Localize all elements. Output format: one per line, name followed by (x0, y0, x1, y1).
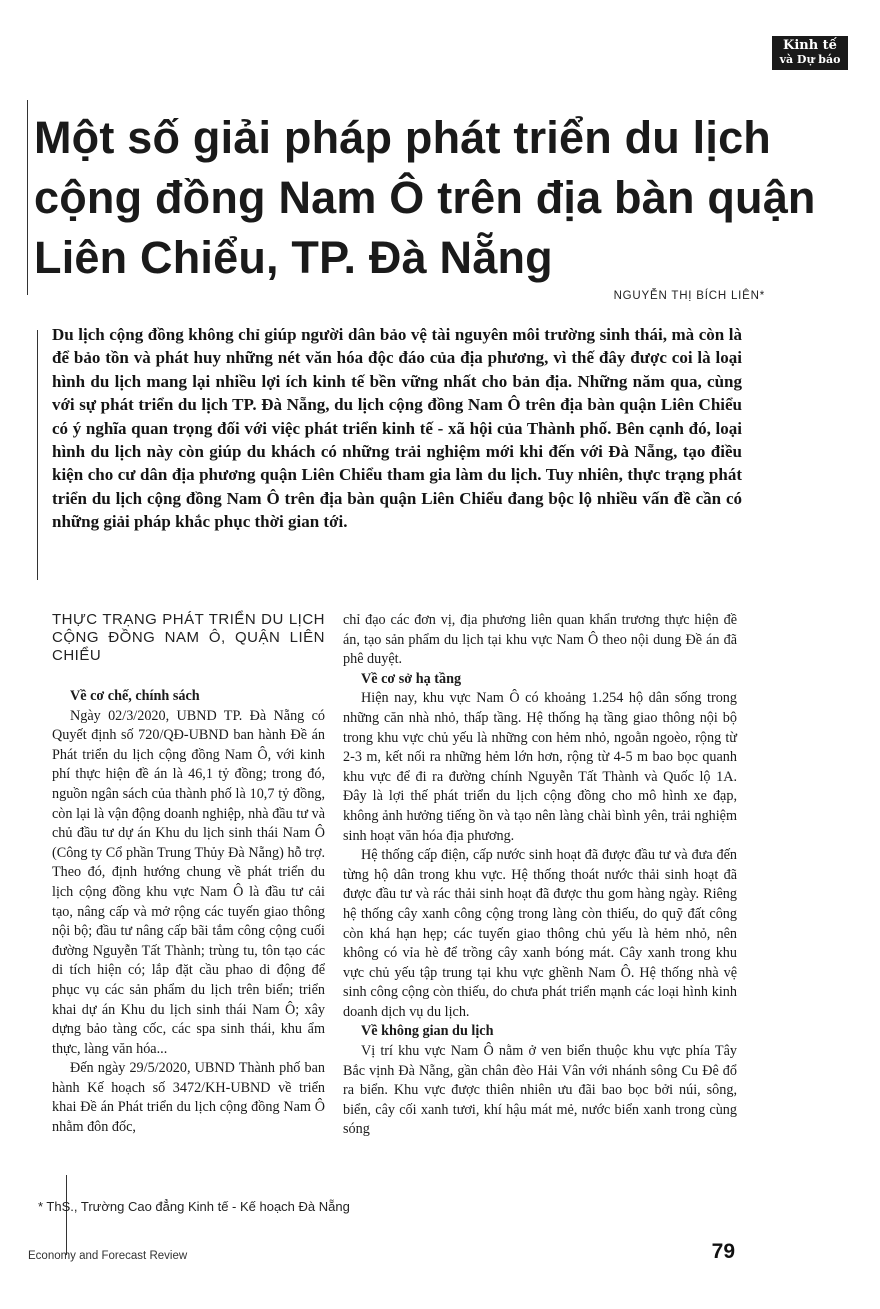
subheading-infrastructure: Về cơ sở hạ tầng (361, 670, 462, 687)
paragraph-policy-1: Ngày 02/3/2020, UBND TP. Đà Nẵng có Quyết định số 720/QĐ-UBND ban hành Đề án Phát triển du lịch cộng đồng Nam Ô, với kinh phí thực hiện đề án là 46,1 tỷ đồng; trong đó, nguồn ngân sách của thành phố là 10,7 tỷ đồng, còn lại là vận động doanh nghiệp, nhà đầu tư và chủ đầu tư dự án Khu du lịch sinh thái Nam Ô (Công ty Cổ phần Trung Thủy Đà Nẵng) hỗ trợ. Theo đó, định hướng chung về phát triển du lịch cộng đồng khu vực Nam Ô là đầu tư cải tạo, nâng cấp và mở rộng các tuyến giao thông nội bộ; đầu tư nâng cấp bãi tắm công cộng cuối đường Nguyễn Tất Thành; trùng tu, tôn tạo các di tích hiện có; lắp đặt cầu phao di động để phục vụ các sản phẩm du lịch trên biển; triển khai dự án Khu du lịch sinh thái Nam Ô; xây dựng bảo tàng cốc, các spa sinh thái, khu ẩm thực, làng văn hóa... (52, 707, 325, 1057)
paragraph-tourism-space: Vị trí khu vực Nam Ô nằm ở ven biển thuộc khu vực phía Tây Bắc vịnh Đà Nẵng, gần chân đèo Hải Vân với nhánh sông Cu Đê đổ ra biển. Khu vực được thiên nhiên ưu đãi bao bọc bởi núi, sông, biển, cây cối xanh tươi, khí hậu mát mẻ, nước biển xanh trong cùng sóng (343, 1043, 737, 1138)
lead-rule (37, 330, 38, 580)
paragraph-infrastructure-2: Hệ thống cấp điện, cấp nước sinh hoạt đã được đầu tư và đưa đến từng hộ dân trong khu vực. Hệ thống thoát nước thải sinh hoạt đã được đầu tư và rác thải sinh hoạt đã được thu gom hàng ngày. Riêng hệ thống cây xanh công cộng trong làng còn thiếu, do quỹ đất công còn khá hạn hẹp; các tuyến giao thông chủ yếu là hẻm nhỏ, nên không có vỉa hè để trồng cây xanh bóng mát. Cây xanh trong khu vực chủ yếu tập trung tại khu vực ghềnh Nam Ô. Hệ thống nhà vệ sinh công cộng còn thiếu, do chưa phát triển mạnh các loại hình kinh doanh dịch vụ du lịch. (343, 847, 737, 1020)
paragraph-infrastructure-1: Hiện nay, khu vực Nam Ô có khoảng 1.254 hộ dân sống trong những căn nhà nhỏ, thấp tầng. Hệ thống hạ tầng giao thông nội bộ trong khu vực chủ yếu là những con hẻm nhỏ, ngoằn ngoèo, rộng từ 2-3 m, kết nối ra những hẻm lớn hơn, rộng từ 4-5 m bao bọc quanh khu vực để đi ra đường chính Nguyễn Tất Thành và Quốc lộ 1A. Đây là lợi thế phát triển du lịch cộng đồng cho mô hình xe đạp, không ảnh hưởng tiếng ồn và tạo nên làng chài bình yên, trải nghiệm sinh hoạt văn hóa địa phương. (343, 690, 737, 844)
journal-logo (772, 36, 848, 70)
footnote: * ThS., Trường Cao đẳng Kinh tế - Kế hoạch Đà Nẵng (38, 1199, 350, 1214)
journal-name: Economy and Forecast Review (28, 1250, 188, 1262)
subheading-tourism-space: Về không gian du lịch (361, 1023, 494, 1040)
logo-line-2: và Dự báo (779, 53, 841, 66)
lead-paragraph: Du lịch cộng đồng không chỉ giúp người dân bảo vệ tài nguyên môi trường sinh thái, mà còn là để bảo tồn và phát huy những nét văn hóa độc đáo của địa phương, vì thế đây được coi là loại hình du lịch mang lại nhiều lợi ích kinh tế bền vững nhất cho bản địa. Những năm qua, cùng với sự phát triển du lịch TP. Đà Nẵng, du lịch cộng đồng Nam Ô trên địa bàn quận Liên Chiểu có ý nghĩa quan trọng đối với việc phát triển kinh tế - xã hội của Thành phố. Bên cạnh đó, loại hình du lịch này còn giúp du khách có những trải nghiệm mới khi đến với Đà Nẵng, tạo điều kiện cho cư dân địa phương quận Liên Chiểu tham gia làm du lịch. Tuy nhiên, thực trạng phát triển du lịch cộng đồng Nam Ô trên địa bàn quận Liên Chiểu đang bộc lộ nhiều vấn đề cần có những giải pháp khắc phục thời gian tới. (52, 325, 742, 532)
logo-line-1: Kinh tế (783, 38, 837, 53)
author-name: NGUYỄN THỊ BÍCH LIÊN* (613, 290, 765, 302)
left-column (52, 611, 325, 1138)
page-number: 79 (711, 1240, 735, 1263)
paragraph-policy-2: Đến ngày 29/5/2020, UBND Thành phố ban hành Kế hoạch số 3472/KH-UBND về triển khai Đề án Phát triển du lịch cộng đồng Nam Ô nhằm đôn đốc, (52, 1060, 325, 1136)
right-column (343, 611, 737, 1140)
subheading-policy: Về cơ chế, chính sách (70, 688, 200, 704)
margin-rule-top (27, 100, 28, 295)
section-heading: THỰC TRẠNG PHÁT TRIỂN DU LỊCH CỘNG ĐỒNG NAM Ô, QUẬN LIÊN CHIỂU (52, 611, 325, 664)
article-title: Một số giải pháp phát triển du lịch cộng đồng Nam Ô trên địa bàn quận Liên Chiểu, TP. Đà Nẵng (34, 112, 816, 283)
margin-rule-bottom (66, 1175, 67, 1255)
paragraph-continued: chỉ đạo các đơn vị, địa phương liên quan khẩn trương thực hiện đề án, tạo sản phẩm du lịch tại khu vực Nam Ô theo nội dung Đề án đã phê duyệt. (343, 612, 737, 668)
